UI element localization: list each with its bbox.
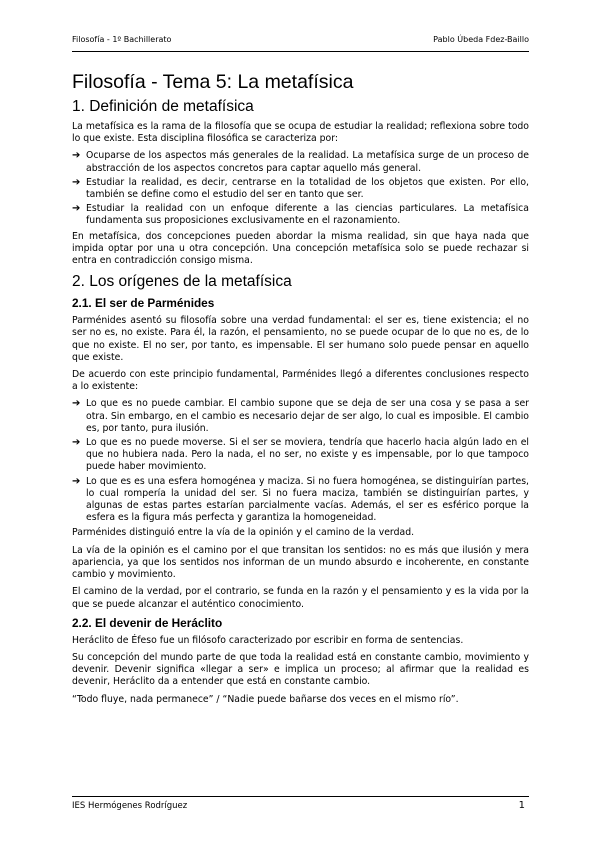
arrow-bullet-icon: ➔ (72, 475, 81, 487)
list-item: ➔ Estudiar la realidad con un enfoque diferente a las ciencias particulares. La metafísica fundamenta sus proposiciones exclusivamente en el razonamiento. (72, 203, 529, 227)
section-1-closing: En metafísica, dos concepciones pueden abordar la misma realidad, sin que haya nada que impida optar por una u otra concepción. Una concepción metafísica solo se puede rechazar si entra en contradicción consigo misma. (72, 230, 529, 267)
paragraph: Su concepción del mundo parte de que toda la realidad está en constante cambio, movimiento y devenir. Devenir significa «llegar a ser» e implica un proceso; al afirmar que la realidad es devenir, Heráclito da a entender que está en constante cambio. (72, 651, 529, 688)
list-item: ➔ Ocuparse de los aspectos más generales de la realidad. La metafísica surge de un proceso de abstracción de los aspectos concretos para captar aquello más general. (72, 150, 529, 174)
paragraph: El camino de la verdad, por el contrario, se funda en la razón y el pensamiento y es la vida por la que se puede alcanzar el auténtico conocimiento. (72, 586, 529, 610)
list-item: ➔ Estudiar la realidad, es decir, centrarse en la totalidad de los objetos que existen. Por ello, también se define como el estudio del ser en tanto que ser. (72, 176, 529, 201)
footer-school: IES Hermógenes Rodríguez (72, 801, 188, 811)
arrow-bullet-icon: ➔ (72, 176, 81, 188)
subsection-2-1-heading: 2.1. El ser de Parménides (72, 296, 215, 311)
list-item: ➔ Lo que es no puede cambiar. El cambio supone que se deja de ser una cosa y se pasa a ser otra. Sin embargo, en el cambio es necesario dejar de ser algo, lo cual es imposible. El cambio es, por tanto, pura ilusión. (72, 398, 529, 434)
document-title: Filosofía - Tema 5: La metafísica (72, 71, 354, 93)
section-1-intro: La metafísica es la rama de la filosofía que se ocupa de estudiar la realidad; reflexiona sobre todo lo que existe. Esta disciplina filosófica se caracteriza por: (72, 121, 529, 145)
paragraph: De acuerdo con este principio fundamental, Parménides llegó a diferentes conclusiones respecto a lo existente: (72, 369, 529, 393)
list-item: ➔ Lo que es es una esfera homogénea y maciza. Si no fuera homogénea, se distinguirían partes, lo cual rompería la unidad del ser. Si no fuera maciza, también se distinguirían partes, y algunas de estas partes estarían parcialmente vacías. Además, el ser es esférico porque la esfera es la figura más perfecta y garantiza la homogeneidad. (72, 475, 529, 524)
header-author: Pablo Úbeda Fdez-Baillo (433, 35, 529, 44)
section-2-heading: 2. Los orígenes de la metafísica (72, 273, 292, 291)
page-header (72, 35, 529, 49)
document-body (72, 70, 529, 711)
arrow-bullet-icon: ➔ (72, 150, 81, 162)
arrow-bullet-icon: ➔ (72, 398, 81, 410)
page-number: 1 (518, 800, 525, 811)
footer-rule (72, 796, 529, 797)
paragraph: La vía de la opinión es el camino por el que transitan los sentidos: no es más que ilusión y mera apariencia, ya que los sentidos nos informan de un mundo absurdo e incoherente, en constante cambio y movimiento. (72, 544, 529, 581)
paragraph: Parménides asentó su filosofía sobre una verdad fundamental: el ser es, tiene existencia; el no ser no es, no existe. Para él, la razón, el pensamiento, no se puede ocupar de lo que no es, de lo que no existe. El no ser, por tanto, es impensable. El ser humano solo puede pensar en aquello que existe. (72, 315, 529, 363)
header-course: Filosofía - 1º Bachillerato (72, 35, 172, 44)
arrow-bullet-icon: ➔ (72, 203, 81, 215)
section-1-heading: 1. Definición de metafísica (72, 98, 254, 115)
header-rule (72, 51, 529, 52)
paragraph: Parménides distinguió entre la vía de la opinión y el camino de la verdad. (72, 527, 415, 539)
subsection-2-1-list (72, 398, 529, 524)
arrow-bullet-icon: ➔ (72, 437, 81, 449)
list-item: ➔ Lo que es no puede moverse. Si el ser se moviera, tendría que hacerlo hacia algún lado en el que no hubiera nada. Pero la nada, el no ser, no existe y es impensable, por lo que tampoco puede haber movimiento. (72, 437, 529, 473)
section-1-list (72, 150, 529, 227)
quote-paragraph: “Todo fluye, nada permanece” / “Nadie puede bañarse dos veces en el mismo río”. (72, 693, 459, 705)
paragraph: Heráclito de Éfeso fue un filósofo caracterizado por escribir en forma de sentencias. (72, 634, 464, 646)
page-footer (72, 801, 529, 815)
subsection-2-2-heading: 2.2. El devenir de Heráclito (72, 615, 223, 630)
